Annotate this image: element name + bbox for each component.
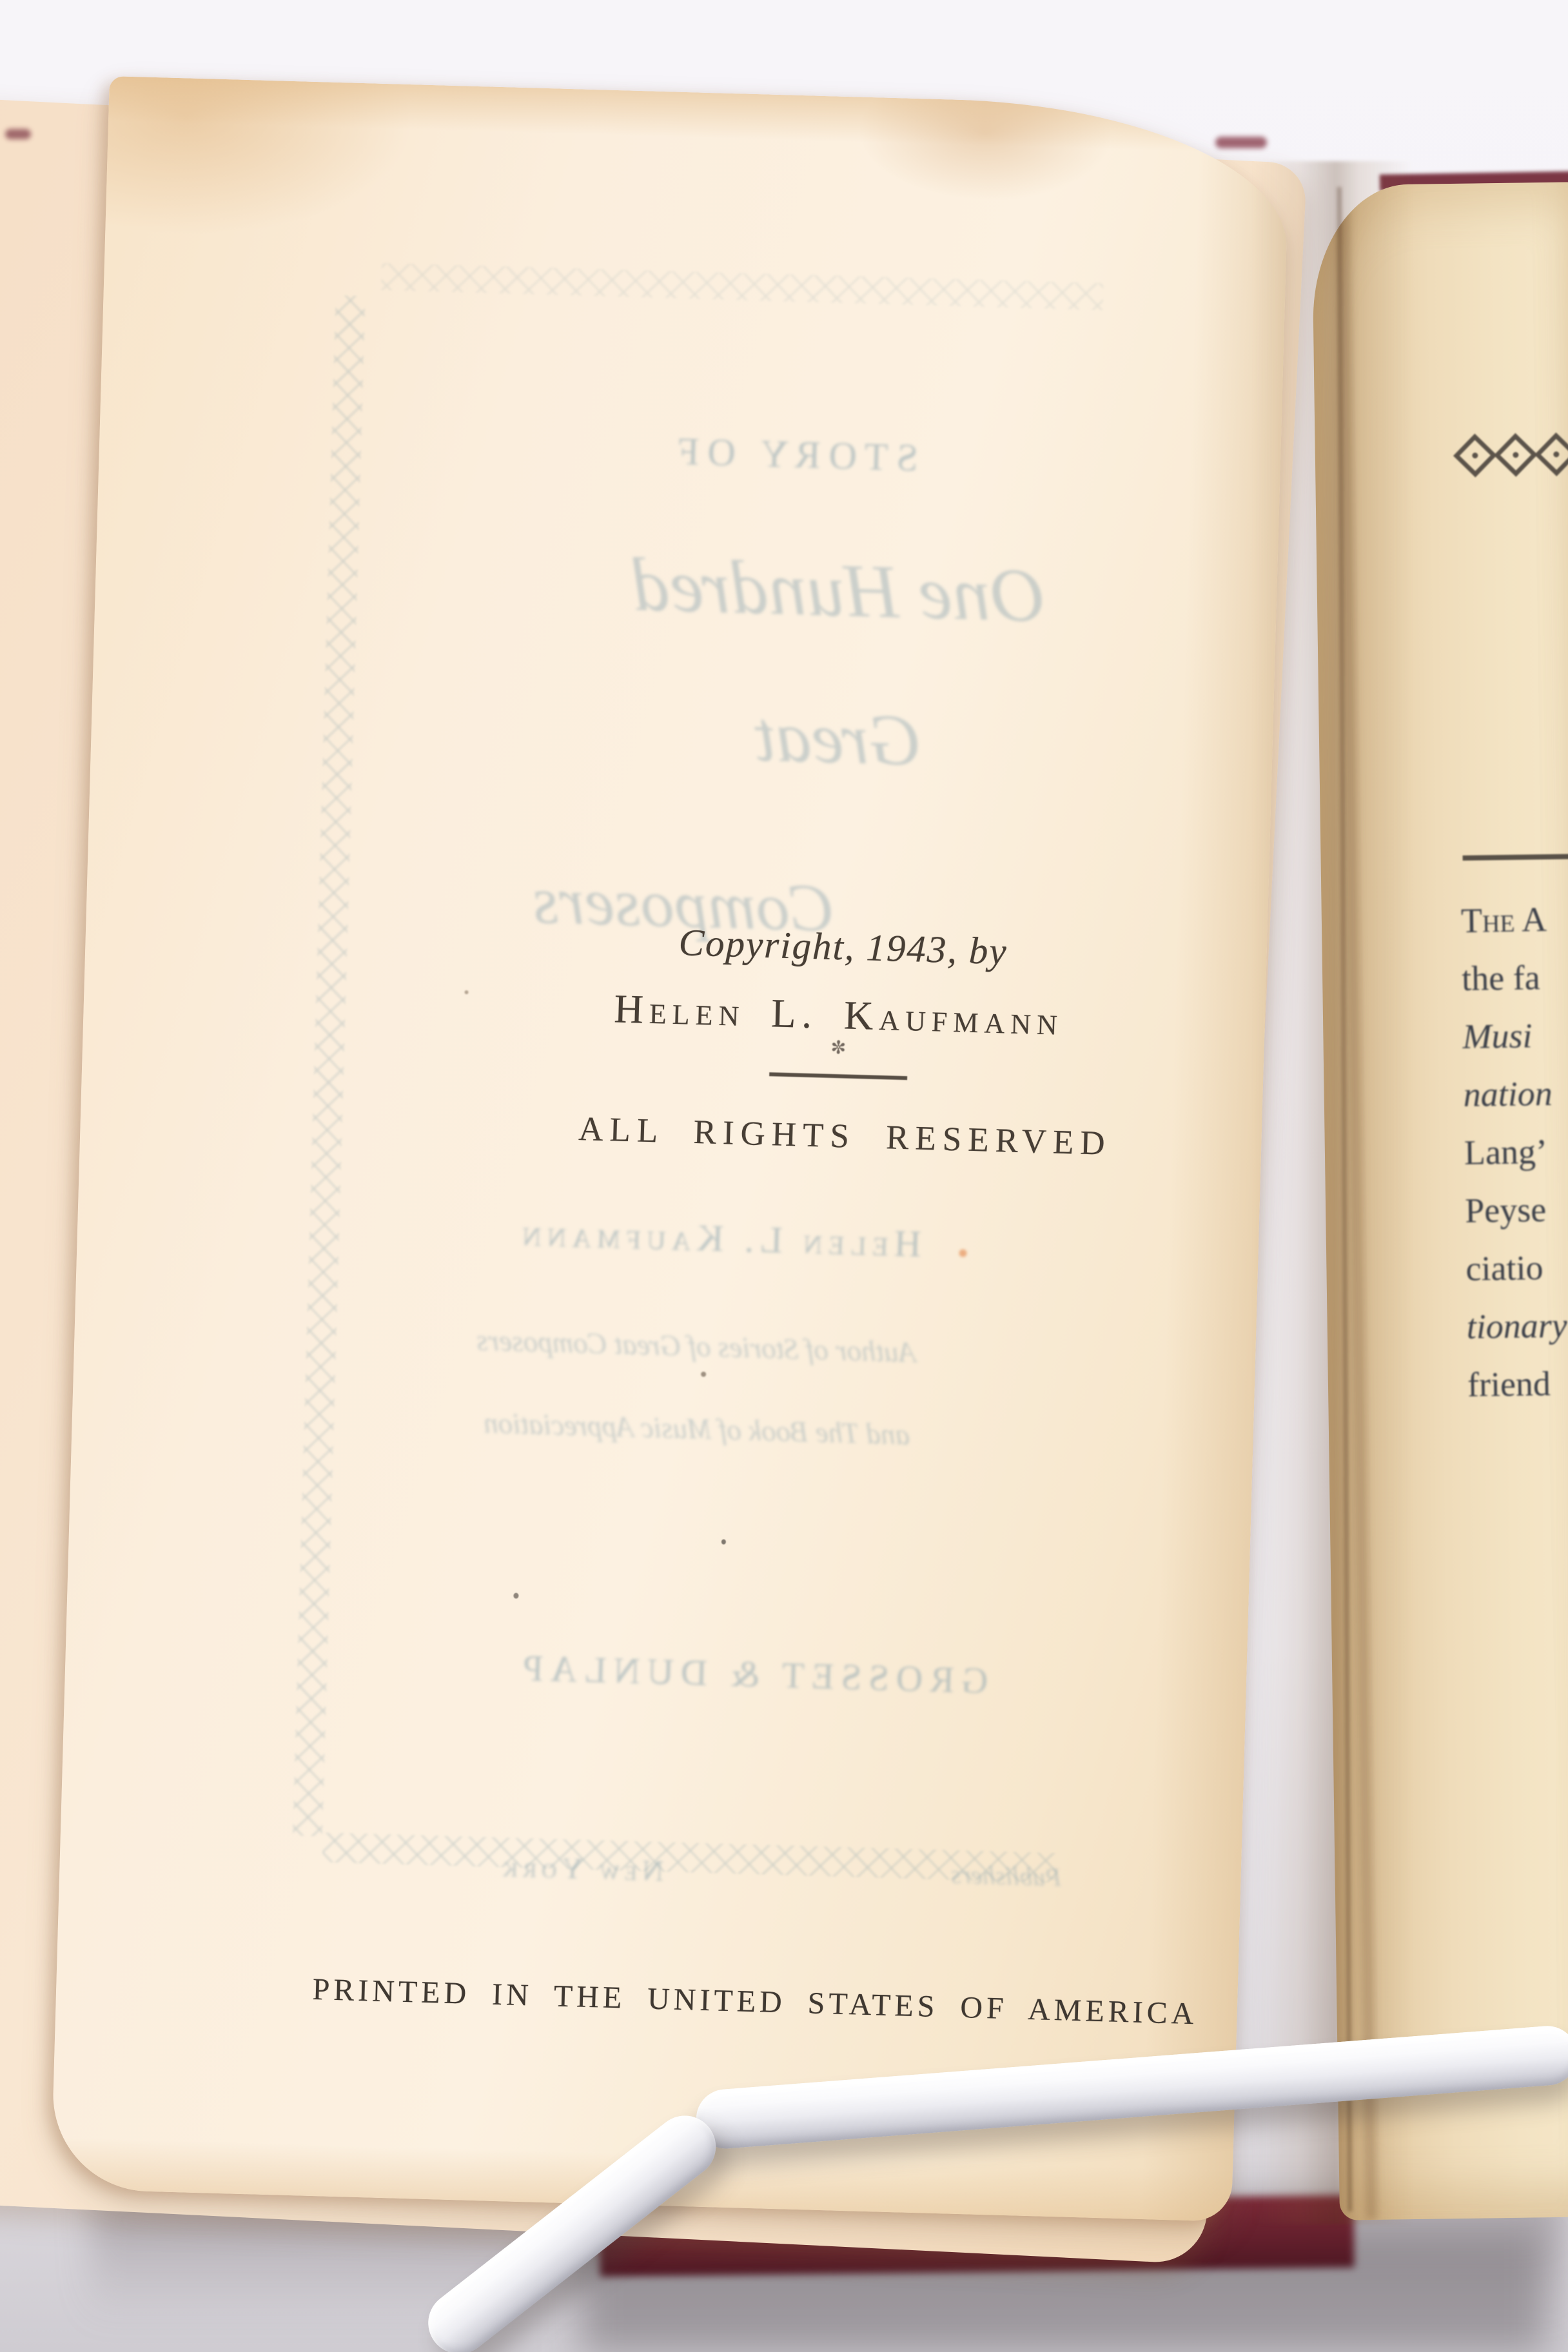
ghost-author-name: Helen L. Kaufmann xyxy=(516,1211,922,1265)
paper-speck xyxy=(464,990,468,994)
text-fragment: The A xyxy=(1460,900,1547,940)
text-fragment: the fa xyxy=(1461,958,1541,998)
text-fragment: ciatio xyxy=(1465,1248,1544,1288)
diamond-chain-ornament xyxy=(1460,438,1568,475)
copyright-page xyxy=(50,76,1290,2222)
ghost-credit-line-2: and The Book of Music Appreciation xyxy=(483,1407,910,1451)
divider-rule xyxy=(769,1072,907,1080)
text-fragment: Peyse xyxy=(1464,1190,1547,1230)
ghost-border-left xyxy=(293,295,366,1836)
text-fragment: Lang’ xyxy=(1464,1132,1548,1172)
ghost-publisher: GROSSET & DUNLAP xyxy=(515,1647,989,1701)
ghost-border-top xyxy=(381,263,1104,310)
printed-in-usa-line: PRINTED IN THE UNITED STATES OF AMERICA xyxy=(311,1972,1199,2032)
age-stain xyxy=(959,1250,966,1257)
diamond-ornament-icon xyxy=(1453,434,1497,478)
text-fragment: nation xyxy=(1463,1073,1553,1114)
paper-speck xyxy=(513,1592,518,1598)
ghost-publishers-word: Publishers xyxy=(950,1859,1062,1892)
cover-peek-speck xyxy=(5,129,31,139)
text-fragment: friend xyxy=(1467,1364,1551,1404)
ghost-title-great: Great xyxy=(754,696,923,781)
ghost-new-york: New York xyxy=(497,1849,665,1888)
text-fragment: Musi xyxy=(1462,1016,1533,1056)
author-name: Helen L. Kaufmann xyxy=(613,986,1064,1044)
cover-peek-speck xyxy=(1215,137,1267,148)
acknowledgment-text-cropped xyxy=(1460,889,1568,1414)
ghost-border-bottom xyxy=(322,1832,1058,1883)
paper-speck xyxy=(701,1371,706,1377)
ghost-title-composers: Composers xyxy=(531,863,836,946)
ghost-credit-line-1: Author of Stories of Great Composers xyxy=(476,1324,917,1369)
printer-ornament-icon: ✼ xyxy=(830,1037,847,1059)
text-fragment: tionary xyxy=(1466,1306,1568,1346)
diamond-ornament-icon xyxy=(1534,433,1568,476)
ghost-title-hundred: One Hundred xyxy=(631,542,1047,638)
copyright-line: Copyright, 1943, by xyxy=(678,921,1008,973)
ghost-title-story-of: STORY OF xyxy=(669,429,919,480)
paper-speck xyxy=(721,1539,726,1544)
section-rule xyxy=(1463,854,1568,861)
rights-line: ALL RIGHTS RESERVED xyxy=(578,1110,1112,1163)
gutter-shadow xyxy=(1252,161,1413,2224)
diamond-ornament-icon xyxy=(1494,433,1538,477)
